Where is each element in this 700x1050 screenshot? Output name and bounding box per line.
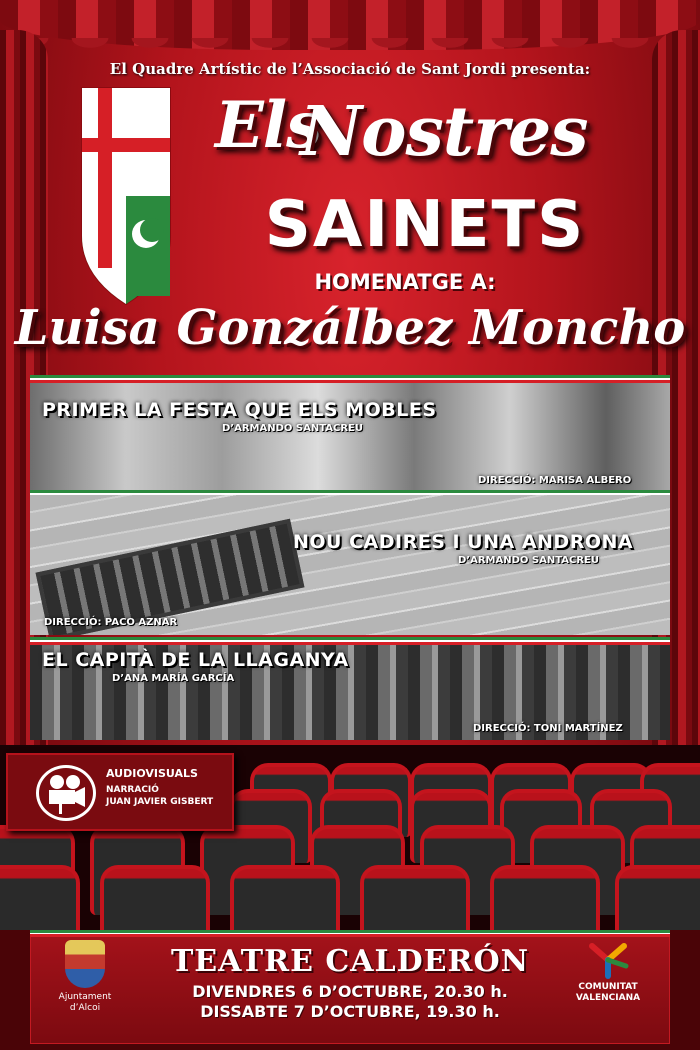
play-photo-1 xyxy=(30,383,670,493)
film-camera-icon xyxy=(36,765,96,821)
ajuntament-line-1: Ajuntament xyxy=(58,992,112,1002)
title-nostres: Nostres xyxy=(300,92,588,172)
play-director: DIRECCIÓ: MARISA ALBERO xyxy=(478,475,632,486)
presenter-line: El Quadre Artístic de l’Associació de Sant Jordi presenta: xyxy=(109,60,591,78)
honoree-name: Luisa Gonzálbez Moncho xyxy=(14,300,686,356)
play-photo-3 xyxy=(30,645,670,740)
stage-valance xyxy=(0,0,700,50)
audiovisuals-title: AUDIOVISUALS xyxy=(106,767,198,780)
comunitat-line-1: COMUNITAT xyxy=(578,982,638,992)
play-director: DIRECCIÓ: TONI MARTÍNEZ xyxy=(473,723,623,734)
homenatge-label: HOMENATGE A: xyxy=(314,270,496,294)
flag-stripe xyxy=(30,375,670,383)
play-title: EL CAPITÀ DE LA LLAGANYA xyxy=(42,649,349,671)
date-line-1: DIVENDRES 6 D’OCTUBRE, 20.30 h. xyxy=(192,982,508,1001)
play-photo-2 xyxy=(30,495,670,635)
play-title: PRIMER LA FESTA QUE ELS MOBLES xyxy=(42,399,437,421)
title-sainets: SAINETS xyxy=(264,188,586,262)
ajuntament-line-2: d’Alcoi xyxy=(69,1003,101,1013)
play-author: D’ARMANDO SANTACREU xyxy=(222,423,363,434)
play-author: D’ARMANDO SANTACREU xyxy=(458,555,599,566)
title-els: Els xyxy=(215,88,322,163)
crest-icon xyxy=(65,940,105,988)
narrator-name: JUAN JAVIER GISBERT xyxy=(106,797,214,807)
ajuntament-logo xyxy=(55,940,115,1014)
star-burst-icon xyxy=(586,940,630,980)
comunitat-valenciana-logo xyxy=(568,940,648,1004)
date-line-2: DISSABTE 7 D’OCTUBRE, 19.30 h. xyxy=(200,1002,500,1021)
play-director: DIRECCIÓ: PACO AZNAR xyxy=(44,617,178,628)
play-title: NOU CADIRES I UNA ANDRONA xyxy=(293,531,634,553)
flag-stripe xyxy=(30,637,670,645)
narration-label: NARRACIÓ xyxy=(106,785,159,795)
comunitat-line-2: VALENCIANA xyxy=(575,993,641,1003)
play-author: D’ANA MARÍA GARCÍA xyxy=(112,673,235,684)
venue-name: TEATRE CALDERÓN xyxy=(170,944,529,979)
audiovisuals-box xyxy=(6,753,234,831)
flag-stripe xyxy=(30,930,670,937)
